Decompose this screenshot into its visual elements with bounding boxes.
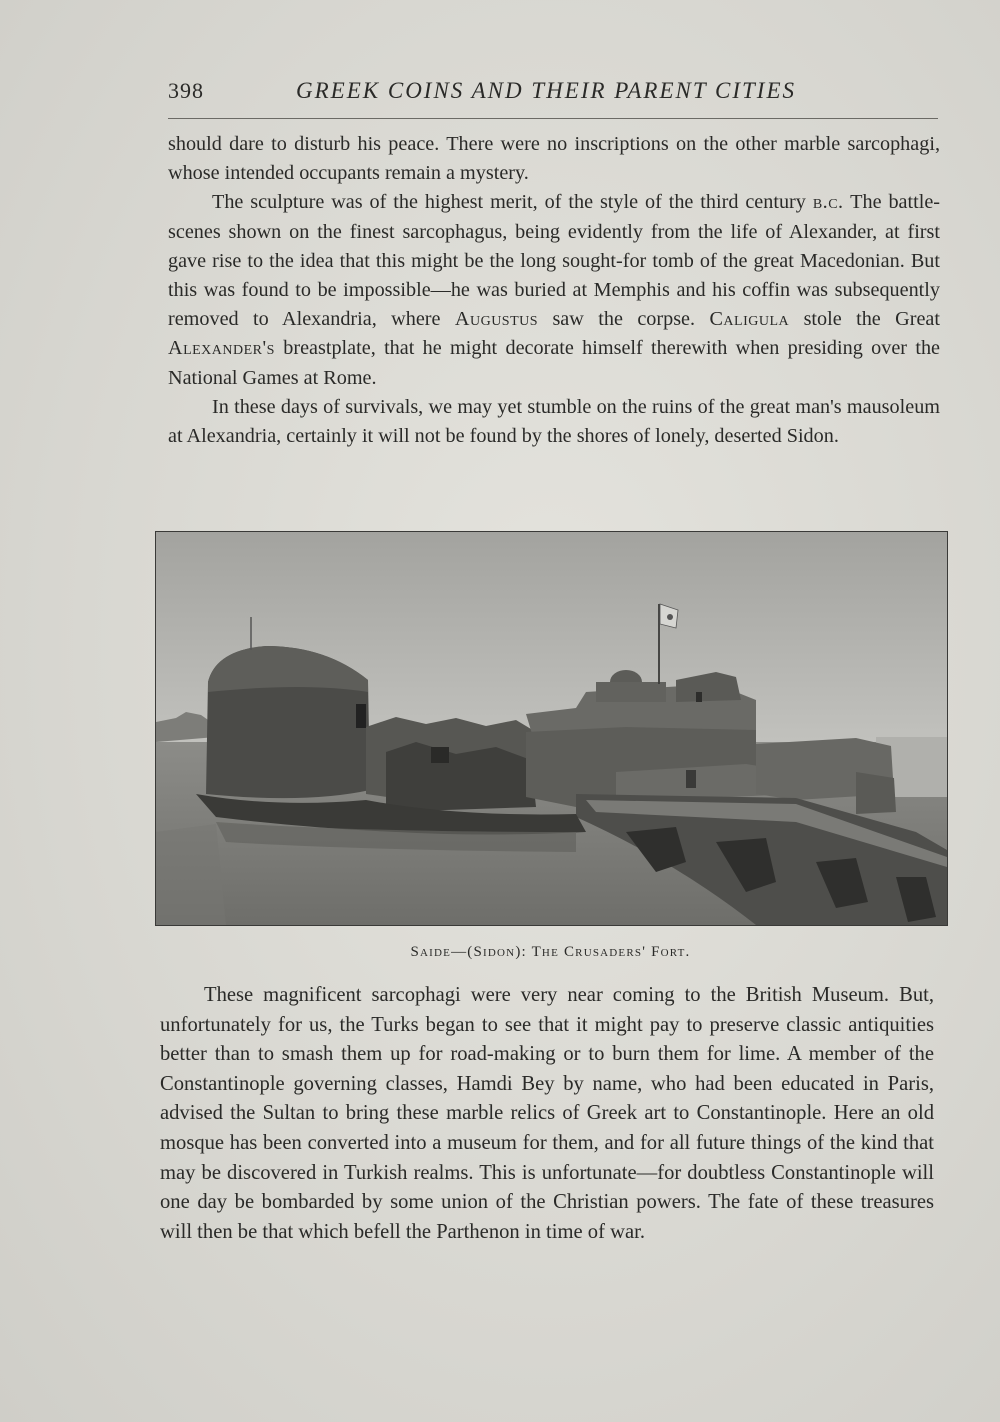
page-number: 398 [168, 78, 204, 103]
running-head: GREEK COINS AND THEIR PARENT CITIES [296, 78, 796, 103]
name-augustus: Augustus [454, 308, 539, 331]
tower-window [356, 704, 366, 728]
paragraph: In these days of survivals, we may yet stumble on the ruins of the great man's mausoleum at Alexandria, certainly it will not be found by the shores of lonely, deserted Sidon. [168, 395, 940, 448]
figure-caption: Saide—(Sidon): The Crusaders' Fort. [410, 944, 691, 960]
paragraph: should dare to disturb his peace. There were no inscriptions on the other marble sarcophagi, whose intended occupants remain a mystery. [168, 133, 940, 185]
fort-illustration [156, 532, 947, 925]
text-run: stole the Great [789, 308, 940, 331]
name-alexander: Alexander's [168, 337, 275, 360]
header-rule [168, 118, 938, 119]
text-run: The sculpture was of the highest merit, of the style of the third century [212, 191, 806, 214]
text-run: breastplate, that he might decorate himself therewith when presiding over the National Games at Rome. [168, 337, 940, 389]
text-run: The battle-scenes shown on the finest sarcophagus, being evidently from the life of Alexander, at first gave rise to the idea that this might be the long sought-for tomb of the great Macedonian. But this was found to be impossible—he was buried at Memphis and his coffin was subsequently removed to Alexandria, where [168, 191, 941, 331]
arch-opening [431, 747, 449, 763]
era-abbreviation: b.c. [812, 191, 844, 214]
name-caligula: Caligula [709, 308, 790, 331]
paragraph: These magnificent sarcophagi were very near coming to the British Museum. But, unfortunately for us, the Turks began to see that it might pay to preserve classic antiquities better than to smash them up for road-making or to burn them for lime. A member of the Constantinople governing classes, Hamdi Bey by name, who had been educated in Paris, advised the Sultan to bring these marble relics of Greek art to Constantinople. Here an old mosque has been converted into a museum for them, and for all future things of the kind that may be discovered in Turkish realms. This is unfortunate—for doubtless Constantinople will one day be bombarded by some union of the Christian powers. The fate of these treasures will then be that which befell the Parthenon in time of war. [160, 984, 934, 1243]
text-run: saw the corpse. [538, 308, 710, 331]
page-header [168, 78, 938, 112]
fort-photograph [155, 531, 948, 926]
paragraph [168, 188, 940, 392]
text-block-top [168, 130, 940, 451]
text-block-bottom [160, 981, 934, 1247]
